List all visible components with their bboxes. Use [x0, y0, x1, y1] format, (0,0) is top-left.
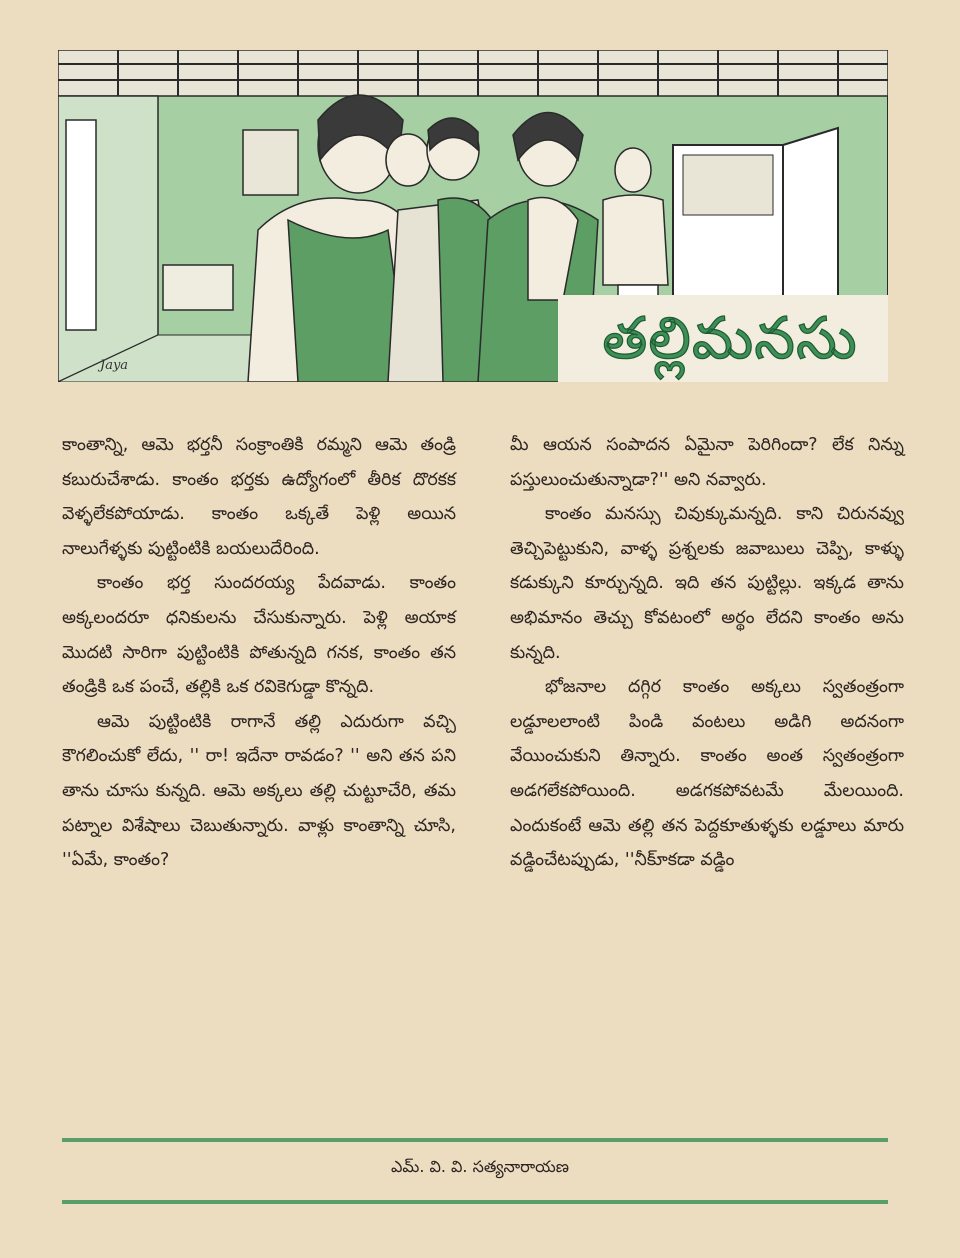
- text-column-right: [510, 428, 904, 878]
- paragraph: మీ ఆయన సంపాదన ఏమైనా పెరిగిందా? లేక నిన్ను పస్తులుంచుతున్నాడా?'' అని నవ్వారు.: [510, 435, 904, 490]
- paragraph: భోజనాల దగ్గిర కాంతం అక్కలు స్వతంత్రంగా లడ్డూలలాంటి పిండి వంటలు అడిగి అదనంగా వేయించుకుని తిన్నారు. కాంతం అంత స్వతంత్రంగా అడగలేకపోయింది. అడగకపోవటమే మేలయింది. ఎందుకంటే ఆమె తల్లి తన పెద్దకూతుళ్ళకు లడ్డూలు మారు వడ్డించేటప్పుడు, ''నీకూ్కడా వడ్డిం: [510, 677, 904, 871]
- divider-bottom: [62, 1200, 888, 1204]
- paragraph: కాంతం భర్త సుందరయ్య పేదవాడు. కాంతం అక్కలందరూ ధనికులను చేసుకున్నారు. పెళ్లి అయాక మొదటి సారిగా పుట్టింటికి పోతున్నది గనక, కాంతం తన తండ్రికి ఒక పంచే, తల్లికి ఒక రవికెగుడ్డా కొన్నది.: [62, 573, 456, 698]
- divider-top: [62, 1138, 888, 1142]
- paragraph: కాంతం మనస్సు చివుక్కుమన్నది. కాని చిరునవ్వు తెచ్చిపెట్టుకుని, వాళ్ళ ప్రశ్నలకు జవాబులు చెప్పి, కాళ్ళు కడుక్కుని కూర్చున్నది. ఇది తన పుట్టిల్లు. ఇక్కడ తాను అభిమానం తెచ్చు కోవటంలో అర్థం లేదని కాంతం అను కున్నది.: [510, 504, 904, 663]
- artist-signature: Jaya: [100, 358, 129, 373]
- text-column-left: [62, 428, 456, 878]
- author-byline: ఎమ్. వి. వి. సత్యనారాయణ: [391, 1157, 569, 1176]
- story-title: తల్లిమనసు: [602, 303, 858, 372]
- paragraph: ఆమె పుట్టింటికి రాగానే తల్లి ఎదురుగా వచ్చి కౌగలించుకో లేదు, '' రా! ఇదేనా రావడం? '' అని తన పని తాను చూసు కున్నది. ఆమె అక్కలు తల్లి చుట్టూచేరి, తమ పట్నాల విశేషాలు చెబుతున్నారు. వాళ్లు కాంతాన్ని చూసి, ''ఏమే, కాంతం?: [62, 711, 456, 871]
- paragraph: కాంతాన్ని, ఆమె భర్తనీ సంక్రాంతికి రమ్మని ఆమె తండ్రి కబురుచేశాడు. కాంతం భర్తకు ఉద్యోగంలో తీరిక దొరకక వెళ్ళలేకపోయాడు. కాంతం ఒక్కతే పెళ్లి అయిన నాలుగేళ్ళకు పుట్టింటికి బయలుదేరింది.: [62, 435, 456, 559]
